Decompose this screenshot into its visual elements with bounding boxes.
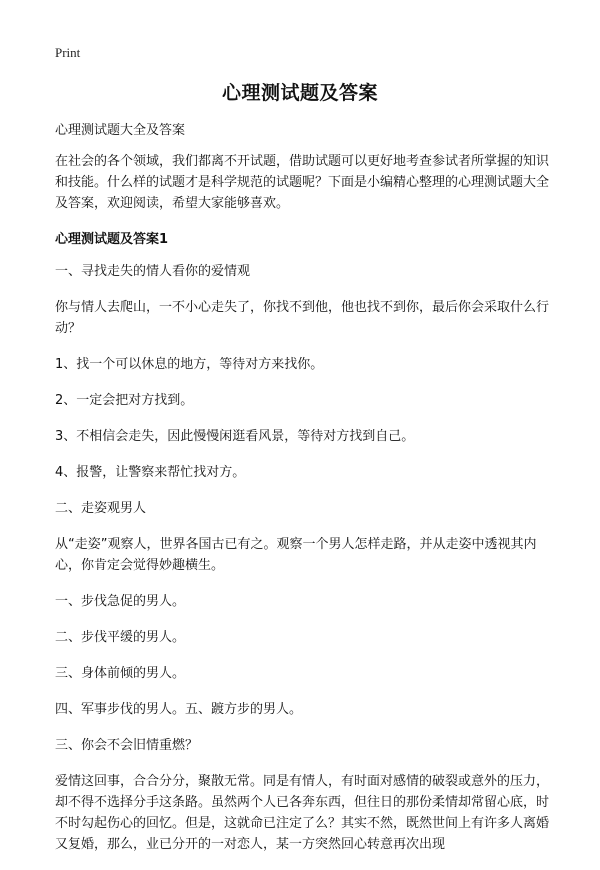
question-2-item: 一、步伐急促的男人。 [55,594,186,609]
question-2-item: 四、军事步伐的男人。五、踱方步的男人。 [55,702,303,717]
question-3-text: 爱情这回事，合合分分，聚散无常。同是有情人，有时面对感情的破裂或意外的压力，却不得不选择分手这条路。虽然两个人已各奔东西，但往日的那份柔情却常留心底，时不时勾起伤心的回忆。但是，这就命已注定了么？其实不然，既然世间上有许多人离婚又复婚，那么，业已分开的一对恋人，某一方突然回心转意再次出现 [55,774,550,852]
question-2-intro: 从“走姿”观察人，世界各国古已有之。观察一个男人怎样走路，并从走姿中透视其内心，你肯定会觉得妙趣横生。 [55,537,537,573]
document-title: 心理测试题及答案 [221,82,378,104]
question-3-title: 三、你会不会旧情重燃？ [55,738,199,753]
question-1-option: 1、找一个可以休息的地方，等待对方来找你。 [55,357,324,372]
question-2-item: 三、身体前倾的男人。 [55,666,186,681]
intro-paragraph: 在社会的各个领域，我们都离不开试题，借助试题可以更好地考查参试者所掌握的知识和技能。什么样的试题才是科学规范的试题呢？下面是小编精心整理的心理测试题大全及答案，欢迎阅读，希望大家能够喜欢。 [55,154,550,211]
question-2-title: 二、走姿观男人 [55,501,147,516]
section-heading: 心理测试题及答案1 [55,232,169,247]
question-1-text: 你与情人去爬山，一不小心走失了，你找不到他，他也找不到你，最后你会采取什么行动？ [55,300,550,336]
document-subtitle: 心理测试题大全及答案 [55,123,186,138]
question-2-item: 二、步伐平缓的男人。 [55,630,186,645]
question-1-option: 2、一定会把对方找到。 [55,393,194,408]
document-body [55,120,551,870]
question-1-option: 3、不相信会走失，因此慢慢闲逛看风景，等待对方找到自己。 [55,429,415,444]
question-1-option: 4、报警，让警察来帮忙找对方。 [55,465,246,480]
question-1-title: 一、寻找走失的情人看你的爱情观 [55,264,251,279]
print-link[interactable]: Print [55,45,81,60]
